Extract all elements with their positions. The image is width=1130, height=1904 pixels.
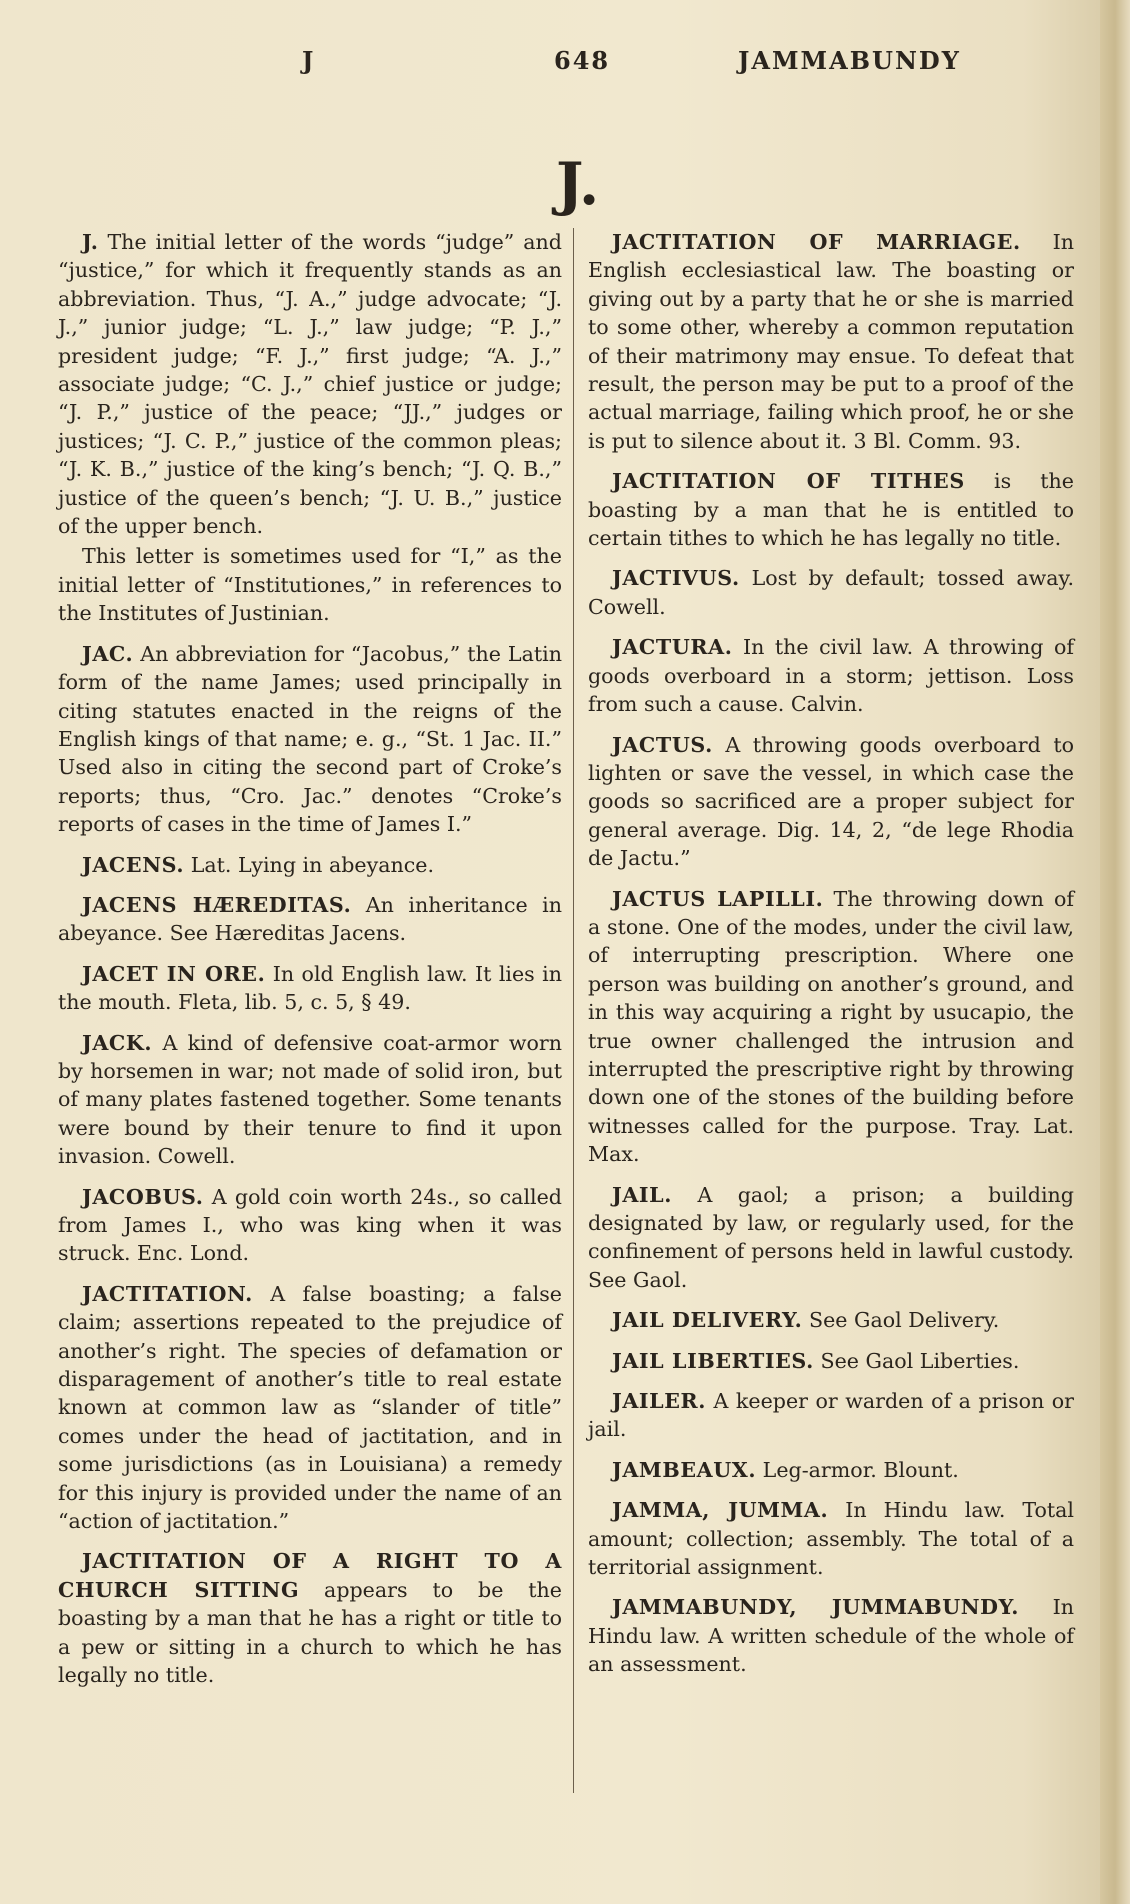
entry-j (58, 228, 562, 540)
headword: JAC. (82, 641, 134, 666)
headword: JACOBUS. (82, 1184, 204, 1209)
definition: The initial letter of the words “judge” and “justice,” for which it frequently stands as an abbreviation. Thus, “J. A.,” judge advocate; “J. J.,” junior judge; “L. J.,” law judge; “P. J.,” president judge; “F. J.,” first judge; “A. J.,” associate judge; “C. J.,” chief justice or judge; “J. P.,” justice of the peace; “JJ.,” judges or justices; “J. C. P.,” justice of the common pleas; “J. K. B.,” justice of the king’s bench; “J. Q. B.,” justice of the queen’s bench; “J. U. B.,” justice of the upper bench. (58, 230, 562, 539)
headword: JAMMABUNDY, JUMMABUNDY. (612, 1595, 1020, 1620)
entry-jactitation (58, 1280, 562, 1536)
definition: A gaol; a prison; a building designated by law, or regularly used, for the confinement of persons held in lawful custody. See Gaol. (588, 1182, 1074, 1292)
headword: JAIL DELIVERY. (612, 1308, 803, 1333)
entry-jacens (58, 851, 562, 879)
definition: is the boasting by a man that he is entitled to certain tithes to which he has legally no title. (588, 469, 1074, 551)
headword: JACK. (82, 1030, 153, 1055)
entry-jactus (588, 731, 1074, 873)
headword: J. (82, 230, 99, 254)
entry-jac (58, 640, 562, 839)
definition: This letter is sometimes used for “I,” as the initial letter of “Institutiones,” in references to the Institutes of Justinian. (58, 544, 562, 626)
definition: In old English law. It lies in the mouth. Fleta, lib. 5, c. 5, § 49. (58, 961, 562, 1015)
headword: JACTITATION OF MARRIAGE. (612, 230, 1021, 254)
entry-jactus-lapilli (588, 885, 1074, 1169)
headword: JACTUS LAPILLI. (612, 886, 824, 911)
section-letter-header: J (302, 46, 316, 75)
entry-jack (58, 1029, 562, 1171)
entry-jamma-jumma (588, 1496, 1074, 1581)
entry-j-continued (58, 542, 562, 627)
page-number: 648 (554, 46, 611, 75)
running-head (0, 46, 1112, 78)
headword: JAMMA, JUMMA. (612, 1498, 829, 1523)
definition: In English ecclesiastical law. The boasting or giving out by a party that he or she is married to some other, whereby a common reputation of their matrimony may ensue. To defeat that result, the person may be put to a proof of the actual marriage, failing which proof, he or she is put to silence about it. 3 Bl. Comm. 93. (588, 230, 1074, 453)
headword: JACTITATION. (82, 1281, 253, 1306)
entry-jactitation-church-sitting (58, 1547, 562, 1689)
definition: A kind of defensive coat-armor worn by horsemen in war; not made of solid iron, but of many plates fastened together. Some tenants were bound by their tenure to find it upon invasion. Cowell. (58, 1030, 562, 1169)
definition: Lost by default; tossed away. Cowell. (588, 566, 1074, 619)
definition: A gold coin worth 24s., so called from James I., who was king when it was struck. Enc. Lond. (58, 1184, 562, 1266)
entry-jacobus (58, 1183, 562, 1268)
headword: JACTURA. (612, 635, 733, 660)
entry-jambeaux (588, 1456, 1074, 1484)
entry-jactivus (588, 564, 1074, 621)
definition: See Gaol Liberties. (813, 1348, 1020, 1373)
entry-jail-liberties (588, 1347, 1074, 1375)
definition: Lat. Lying in abeyance. (184, 852, 435, 877)
definition: See Gaol Delivery. (802, 1308, 1000, 1333)
definition: An abbreviation for “Jacobus,” the Latin form of the name James; used principally in citing statutes enacted in the reigns of the English kings of that name; e. g., “St. 1 Jac. II.” Used also in citing the second part of Croke’s reports; thus, “Cro. Jac.” denotes “Croke’s reports of cases in the time of James I.” (58, 641, 562, 837)
definition: A throwing goods overboard to lighten or save the vessel, in which case the goods so sacrificed are a proper subject for general average. Dig. 14, 2, “de lege Rhodia de Jactu.” (588, 732, 1074, 871)
entry-jactitation-of-marriage (588, 228, 1074, 455)
entry-jail-delivery (588, 1306, 1074, 1334)
headword: JAILER. (612, 1389, 707, 1414)
headword: JACENS. (82, 852, 185, 877)
headword: JAMBEAUX. (612, 1457, 757, 1482)
entry-jactura (588, 633, 1074, 718)
headword: JACET IN ORE. (82, 961, 266, 986)
definition: A false boasting; a false claim; assertions repeated to the prejudice of another’s right. The species of defamation or disparagement of another’s title to real estate known at common law as “slander of title” comes under the head of jactitation, and in some jurisdictions (as in Louisiana) a remedy for this injury is provided under the name of an “action of jactitation.” (58, 1281, 562, 1534)
right-column (588, 228, 1074, 1691)
entry-jacet-in-ore (58, 960, 562, 1017)
entry-jail (588, 1181, 1074, 1295)
entry-jacens-haereditas (58, 891, 562, 948)
definition: A keeper or warden of a prison or jail. (588, 1389, 1074, 1442)
page-edge (1100, 0, 1130, 1904)
headword: JACTUS. (612, 732, 713, 757)
headword: JACTITATION OF A RIGHT TO A CHURCH SITTING (58, 1549, 562, 1602)
definition: Leg-armor. Blount. (756, 1457, 959, 1482)
definition: In Hindu law. Total amount; collection; assembly. The total of a territorial assignment. (588, 1498, 1074, 1580)
definition: In Hindu law. A written schedule of the whole of an assessment. (588, 1595, 1074, 1677)
guide-word: JAMMABUNDY (738, 46, 961, 75)
headword: JACTIVUS. (612, 566, 740, 591)
definition: The throwing down of a stone. One of the modes, under the civil law, of interrupting prescription. Where one person was building on another’s ground, and in this way acquiring a right by usucapio, the true owner challenged the intrusion and interrupted the prescriptive right by throwing down one of the stones of the building before witnesses called for the purpose. Tray. Lat. Max. (588, 886, 1074, 1167)
headword: JACTITATION OF TITHES (612, 469, 965, 494)
column-divider (573, 228, 574, 1793)
section-heading: J. (556, 150, 600, 218)
entry-jailer (588, 1387, 1074, 1444)
headword: JAIL LIBERTIES. (612, 1348, 814, 1373)
definition: An inheritance in abeyance. See Hæreditas Jacens. (58, 892, 562, 946)
definition: In the civil law. A throwing of goods overboard in a storm; jettison. Loss from such a cause. Calvin. (588, 635, 1074, 717)
headword: JAIL. (612, 1182, 673, 1207)
definition: appears to be the boasting by a man that he has a right or title to a pew or sitting in a church to which he has legally no title. (58, 1577, 562, 1688)
left-column (58, 228, 562, 1702)
headword: JACENS HÆREDITAS. (82, 892, 352, 917)
entry-jammabundy (588, 1593, 1074, 1678)
entry-jactitation-of-tithes (588, 467, 1074, 552)
